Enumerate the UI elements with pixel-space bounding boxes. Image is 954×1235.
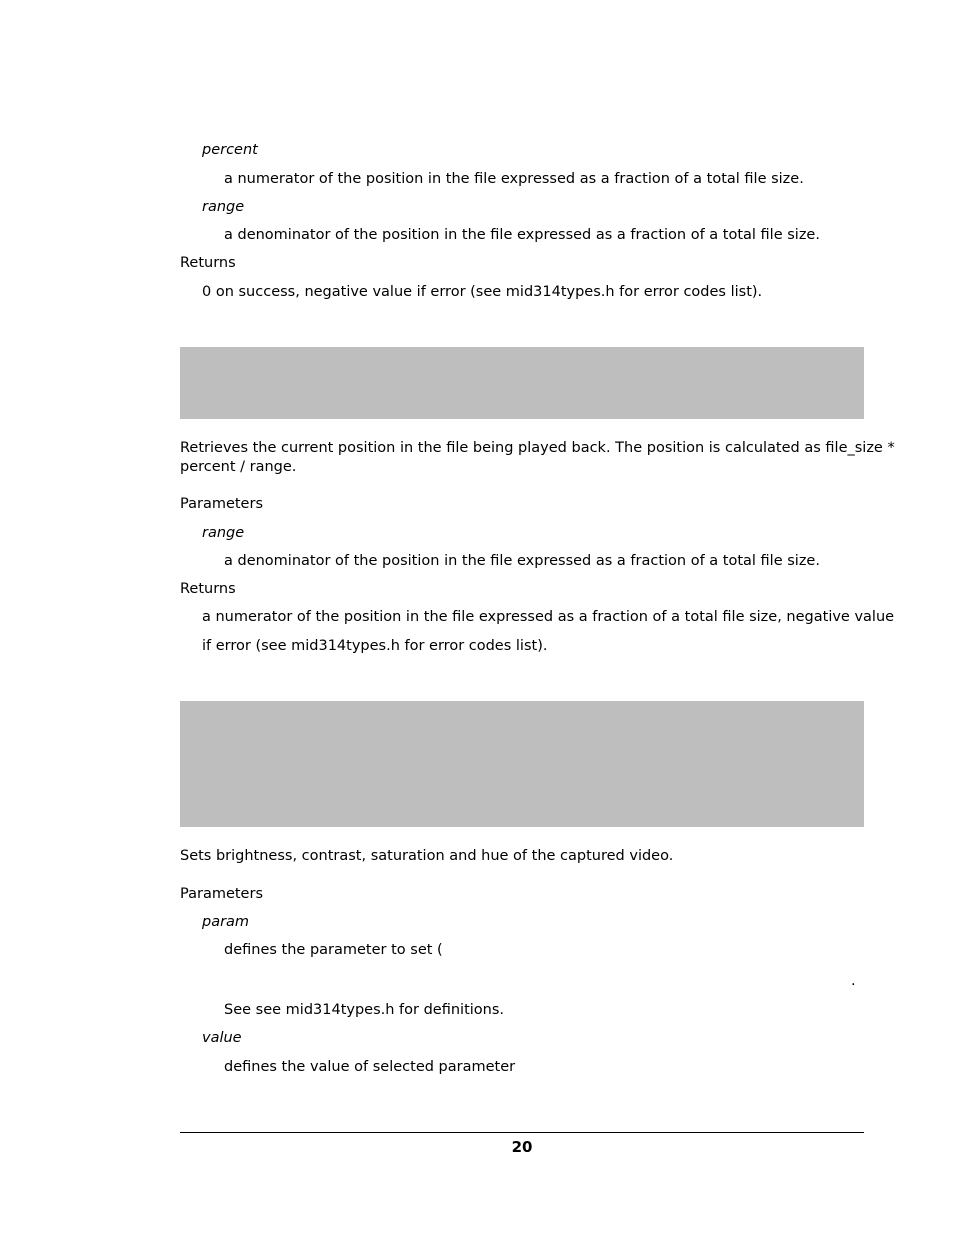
returns-label: Returns	[180, 255, 236, 271]
param-name-value: value	[202, 1030, 242, 1046]
param-desc-see-definitions: See see mid314types.h for definitions.	[224, 1002, 505, 1018]
footer-rule	[180, 1132, 864, 1133]
parameters-label: Parameters	[180, 886, 263, 902]
param-desc-range: a denominator of the position in the file expressed as a fraction of a total file size.	[224, 227, 820, 243]
page-number: 20	[511, 1138, 533, 1156]
function-signature-block	[180, 701, 864, 827]
param-name-percent: percent	[202, 142, 258, 158]
parameters-label: Parameters	[180, 496, 263, 512]
function-description-line-2: percent / range.	[180, 459, 297, 475]
returns-desc-line-1: a numerator of the position in the file expressed as a fraction of a total file size, negative value	[202, 609, 895, 625]
function-signature-block	[180, 347, 864, 419]
param-desc-range: a denominator of the position in the file expressed as a fraction of a total file size.	[224, 553, 820, 569]
returns-label: Returns	[180, 581, 236, 597]
function-description-line-1: Retrieves the current position in the file being played back. The position is calculated as file_size *	[180, 440, 895, 456]
function-description: Sets brightness, contrast, saturation and hue of the captured video.	[180, 848, 674, 864]
param-desc-dot: .	[851, 973, 856, 989]
param-desc-param: defines the parameter to set (	[224, 942, 443, 958]
returns-desc-line-2: if error (see mid314types.h for error codes list).	[202, 638, 548, 654]
param-name-param: param	[202, 914, 250, 930]
param-desc-percent: a numerator of the position in the file expressed as a fraction of a total file size.	[224, 171, 804, 187]
param-name-range: range	[202, 199, 245, 215]
param-name-range: range	[202, 525, 245, 541]
returns-desc: 0 on success, negative value if error (see mid314types.h for error codes list).	[202, 284, 763, 300]
param-desc-value: defines the value of selected parameter	[224, 1059, 516, 1075]
